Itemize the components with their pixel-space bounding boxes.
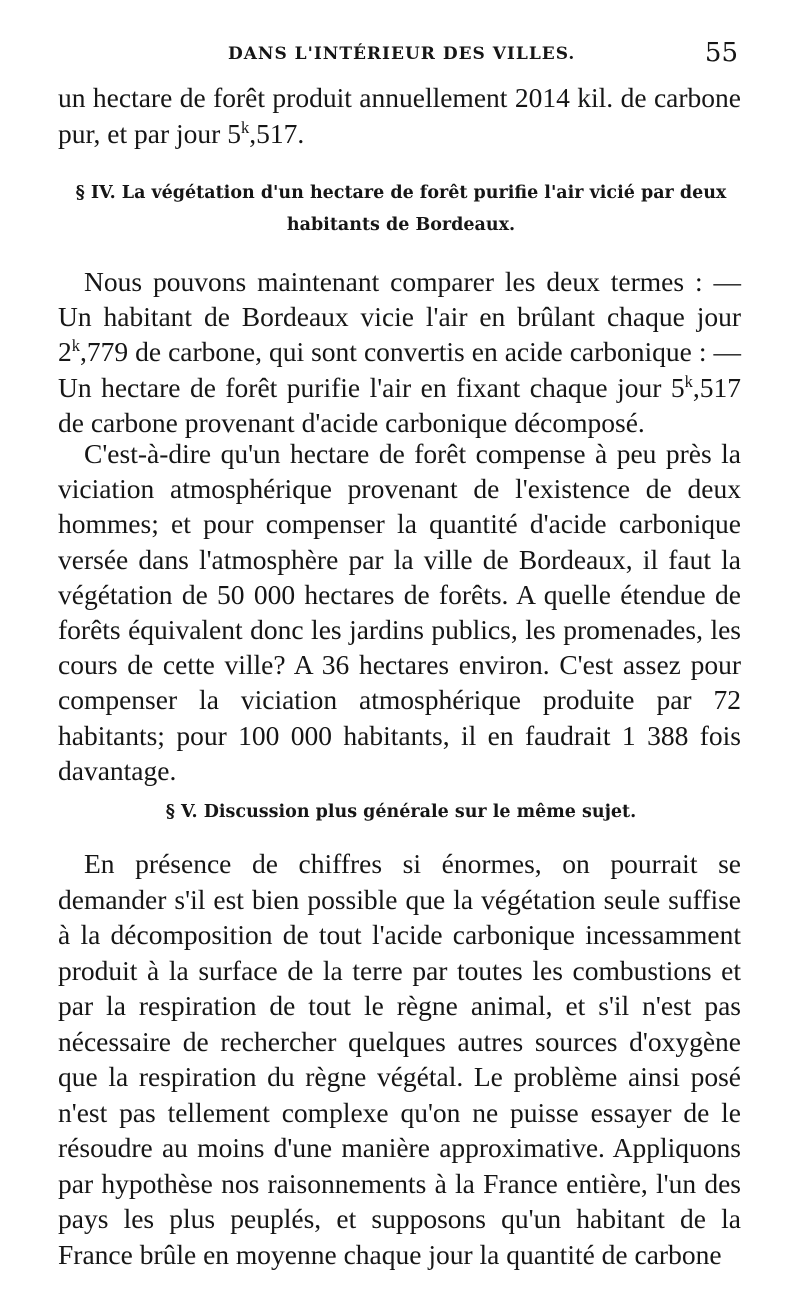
section-number: § V.: [165, 802, 198, 822]
section-heading-iv: [62, 177, 740, 241]
paragraph-continuation: [58, 80, 741, 152]
section-title: La végétation d'un hectare de forêt purifie l'air vicié par deux habitants de Bordeaux.: [121, 183, 727, 235]
paragraph-text: Nous pouvons maintenant comparer les deux termes : — Un habitant de Bordeaux vicie l'air en brûlant chaque jour 2: [58, 266, 741, 368]
paragraph-discussion: En présence de chiffres si énormes, on pourrait se demander s'il est bien possible que la végétation seule suffise à la décomposition de tout l'acide carbonique incessamment produit à la surface de la terre par toutes les combustions et par la respiration de tout le règne animal, et s'il n'est pas nécessaire de rechercher quelques autres sources d'oxygène que la respiration du règne végétal. Le problème ainsi posé n'est pas tellement complexe qu'on ne puisse essayer de le résoudre au moins d'une manière approximative. Appliquons par hypothèse nos raisonnements à la France entière, l'un des pays les plus peuplés, et supposons qu'un habitant de la France brûle en moyenne chaque jour la quantité de carbone: [58, 848, 741, 1270]
unit-superscript: k: [684, 371, 693, 391]
running-head: DANS L'INTÉRIEUR DES VILLES.: [228, 44, 576, 64]
section-heading-v: [62, 798, 740, 826]
paragraph-compensation: C'est-à-dire qu'un hectare de forêt compense à peu près la viciation atmosphérique provenant de l'existence de deux hommes; et pour compenser la quantité d'acide carbonique versée dans l'atmosphère par la ville de Bordeaux, il faut la végétation de 50 000 hectares de forêts. A quelle étendue de forêts équivalent donc les jardins publics, les promenades, les cours de cette ville? A 36 hectares environ. C'est assez pour compenser la viciation atmosphérique produite par 72 habitants; pour 100 000 habitants, il en faudrait 1 388 fois davantage.: [58, 438, 741, 786]
paragraph-text: ,779 de carbone, qui sont convertis en acide carbonique : — Un hectare de forêt purifie l'air en fixant chaque jour 5: [58, 336, 741, 403]
unit-superscript: k: [71, 336, 80, 356]
page-number: 55: [704, 38, 738, 68]
section-title: Discussion plus générale sur le même sujet.: [203, 802, 637, 822]
paragraph-text: ,517 de carbone provenant d'acide carbonique décomposé.: [58, 371, 741, 438]
section-number: § IV.: [75, 183, 116, 203]
paragraph-text: un hectare de forêt produit annuellement 2014 kil. de carbone pur, et par jour 5: [58, 82, 741, 149]
paragraph-text: ,517.: [249, 118, 305, 149]
unit-superscript: k: [240, 117, 250, 137]
paragraph-comparison: [58, 264, 741, 440]
